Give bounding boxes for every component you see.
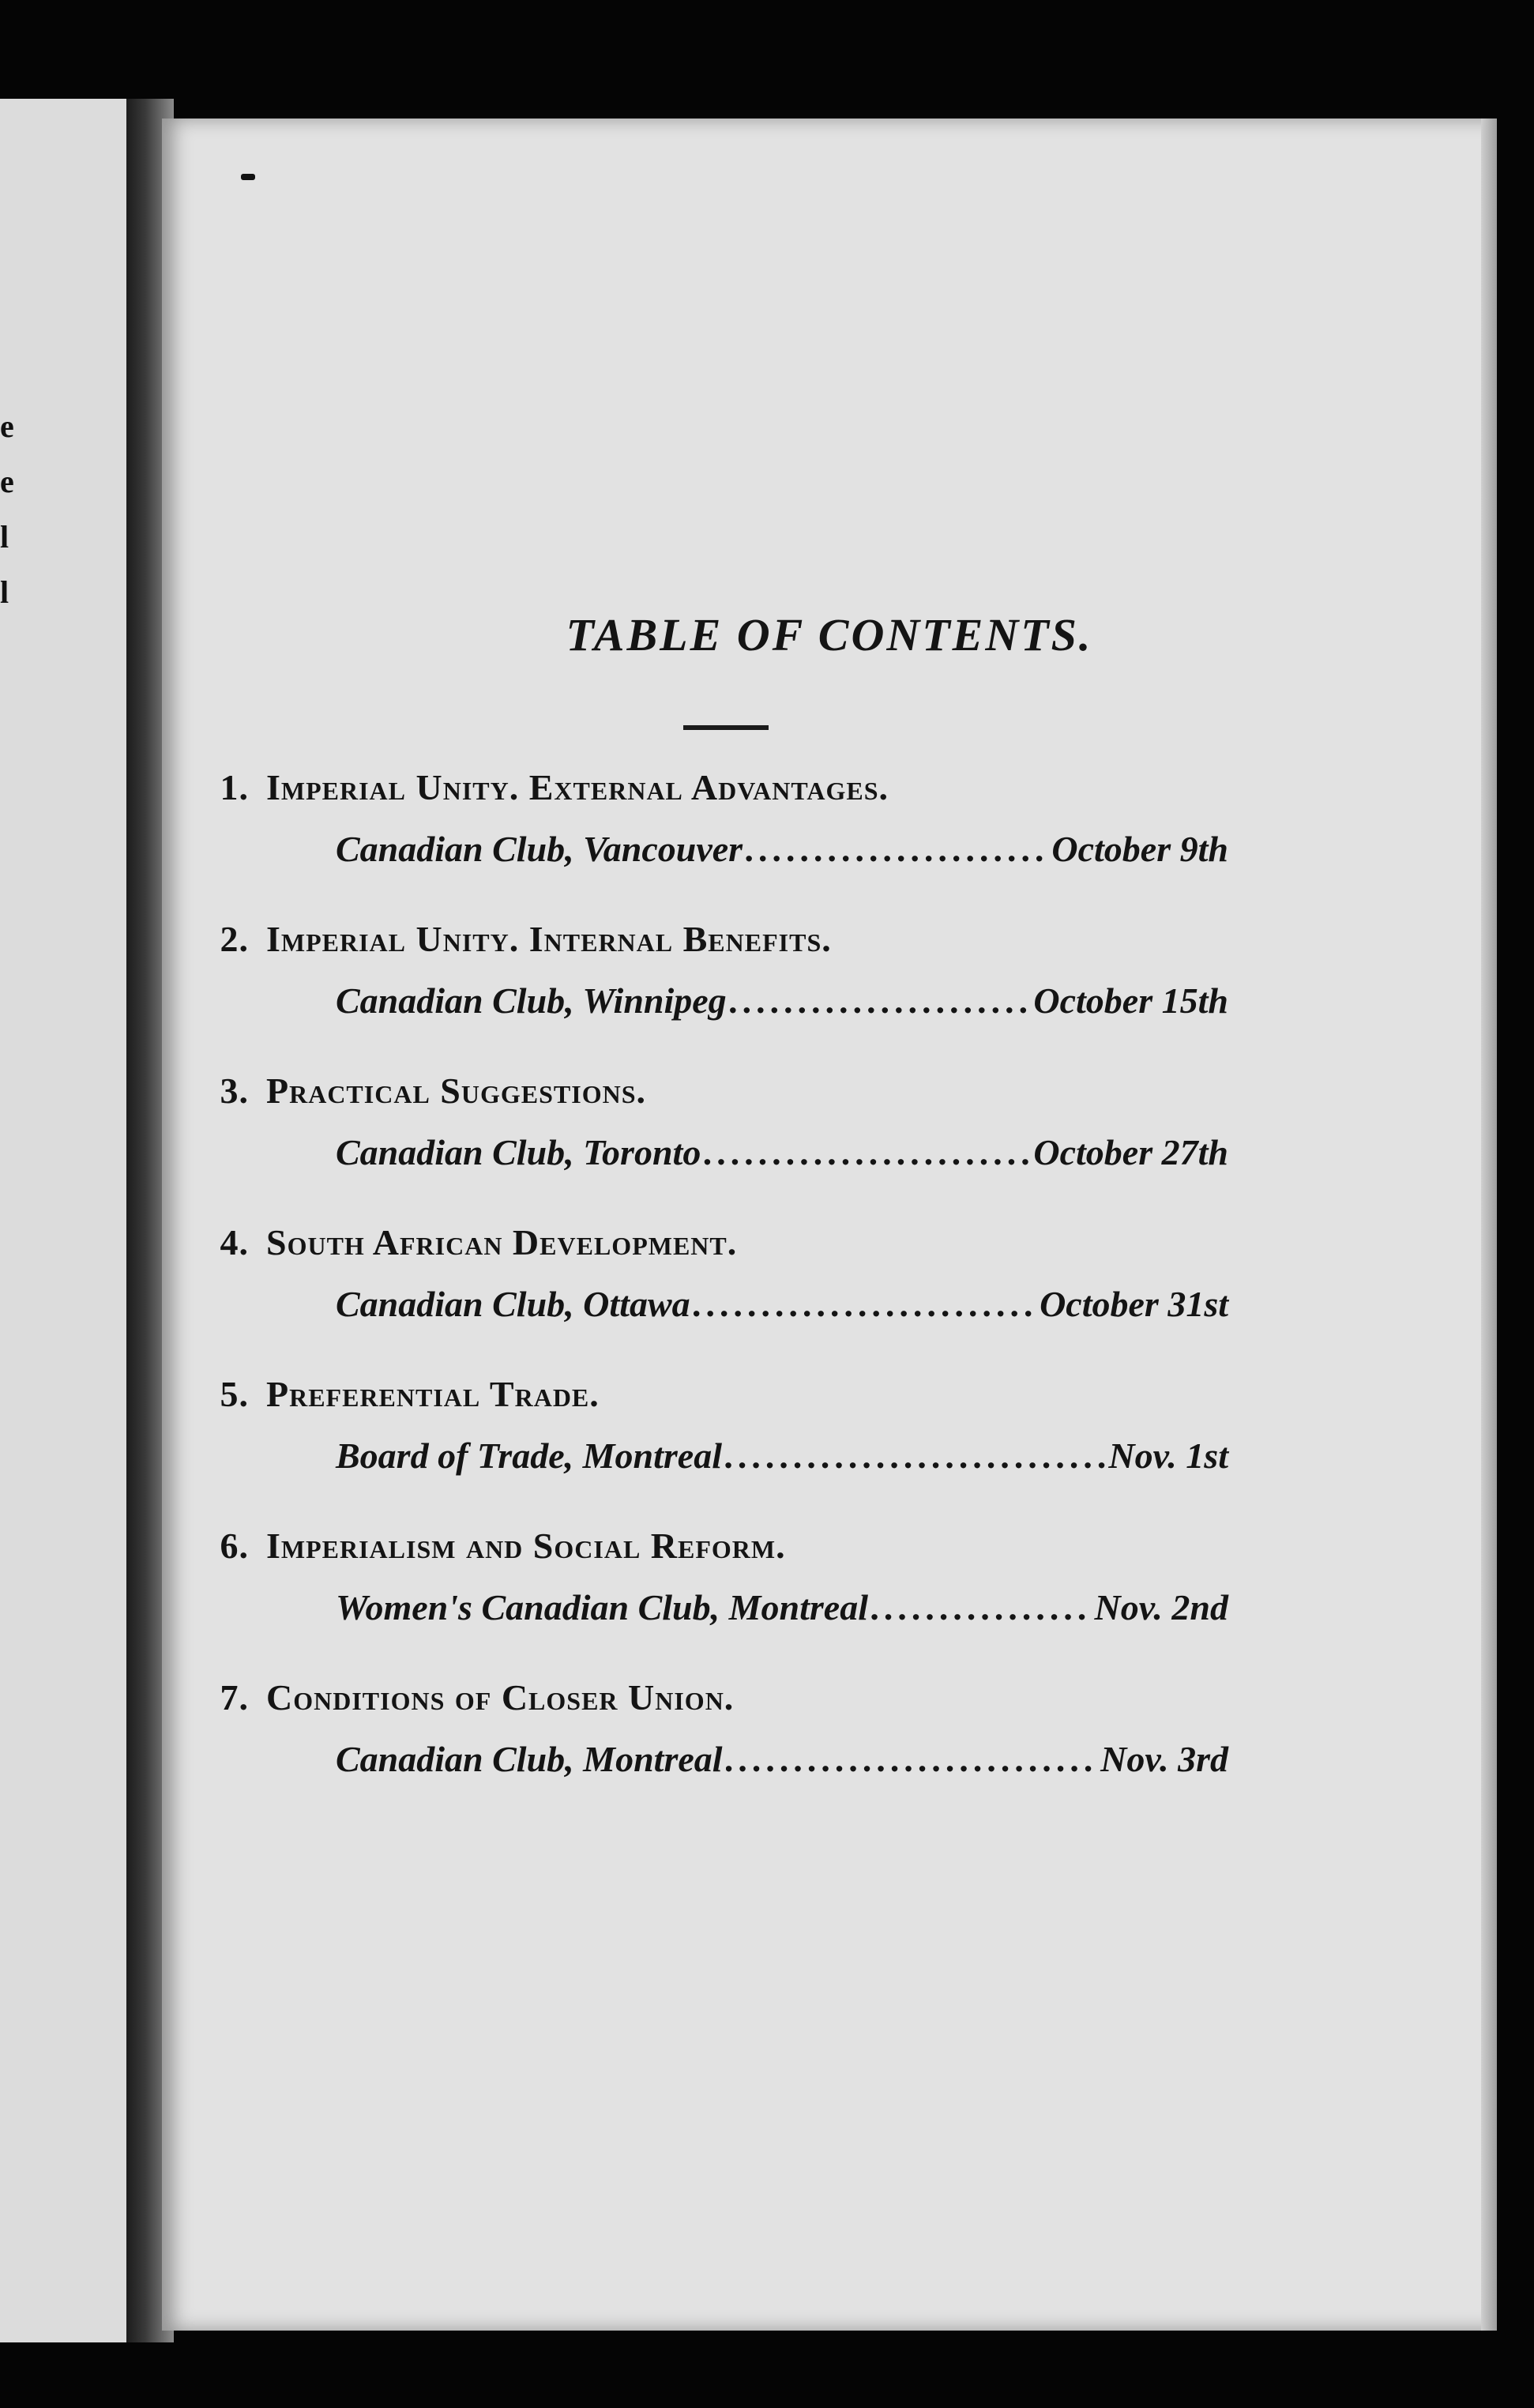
contents-page <box>162 119 1497 2331</box>
dot-leader <box>746 828 1048 870</box>
previous-page-letter: e <box>0 464 14 499</box>
entry-number: 2. <box>220 919 249 959</box>
entry-detail <box>336 1586 1228 1628</box>
dot-leader <box>725 1435 1105 1477</box>
entry-title: Imperial Unity. External Advantages. <box>266 767 889 807</box>
contents-entry <box>194 1070 1426 1221</box>
previous-page-text <box>0 399 24 620</box>
page-edge <box>1481 119 1497 2331</box>
entry-title: Conditions of Closer Union. <box>266 1677 735 1718</box>
contents-entry <box>194 1221 1426 1373</box>
entry-detail <box>336 1283 1228 1325</box>
entry-date: October 15th <box>1033 980 1228 1021</box>
entry-number: 5. <box>220 1374 249 1414</box>
title-rule <box>683 725 769 730</box>
contents-list <box>194 766 1426 1828</box>
contents-entry <box>194 766 1426 918</box>
entry-title: Imperial Unity. Internal Benefits. <box>266 919 832 959</box>
entry-heading <box>194 1373 600 1415</box>
dot-leader <box>694 1283 1036 1325</box>
entry-detail <box>336 1131 1228 1173</box>
entry-heading <box>194 1525 786 1567</box>
entry-number: 4. <box>220 1222 249 1262</box>
entry-venue: Board of Trade, Montreal <box>336 1435 722 1476</box>
entry-date: October 9th <box>1051 829 1228 869</box>
entry-heading <box>194 1070 646 1112</box>
entry-date: October 31st <box>1040 1284 1228 1324</box>
entry-title: Practical Suggestions. <box>266 1070 646 1111</box>
contents-entry <box>194 1676 1426 1828</box>
previous-page-letter: e <box>0 408 14 444</box>
dot-leader <box>871 1586 1091 1628</box>
entry-title: South African Development. <box>266 1222 738 1262</box>
entry-heading <box>194 1221 737 1263</box>
entry-venue: Canadian Club, Vancouver <box>336 829 743 869</box>
page-title: TABLE OF CONTENTS. <box>566 609 1093 660</box>
entry-title: Imperialism and Social Reform. <box>266 1526 786 1566</box>
dot-leader <box>726 1738 1098 1780</box>
entry-number: 7. <box>220 1677 249 1718</box>
entry-date: October 27th <box>1033 1132 1228 1172</box>
contents-entry <box>194 1525 1426 1676</box>
entry-venue: Women's Canadian Club, Montreal <box>336 1587 868 1627</box>
previous-page-letter: l <box>0 519 9 555</box>
entry-heading <box>194 766 889 808</box>
ink-speck <box>241 174 255 180</box>
entry-date: Nov. 3rd <box>1100 1739 1228 1779</box>
entry-venue: Canadian Club, Ottawa <box>336 1284 690 1324</box>
entry-number: 6. <box>220 1526 249 1566</box>
entry-venue: Canadian Club, Montreal <box>336 1739 723 1779</box>
dot-leader <box>730 980 1031 1022</box>
entry-number: 3. <box>220 1070 249 1111</box>
contents-entry <box>194 918 1426 1070</box>
entry-date: Nov. 2nd <box>1094 1587 1228 1627</box>
entry-detail <box>336 828 1228 870</box>
dot-leader <box>704 1131 1030 1173</box>
entry-detail <box>336 1738 1228 1780</box>
entry-heading <box>194 918 832 960</box>
entry-number: 1. <box>220 767 249 807</box>
previous-page-letter: l <box>0 574 9 610</box>
entry-venue: Canadian Club, Winnipeg <box>336 980 727 1021</box>
entry-heading <box>194 1676 734 1718</box>
entry-title: Preferential Trade. <box>266 1374 600 1414</box>
entry-venue: Canadian Club, Toronto <box>336 1132 701 1172</box>
entry-detail <box>336 1435 1228 1477</box>
entry-date: Nov. 1st <box>1108 1435 1228 1476</box>
contents-entry <box>194 1373 1426 1525</box>
entry-detail <box>336 980 1228 1022</box>
